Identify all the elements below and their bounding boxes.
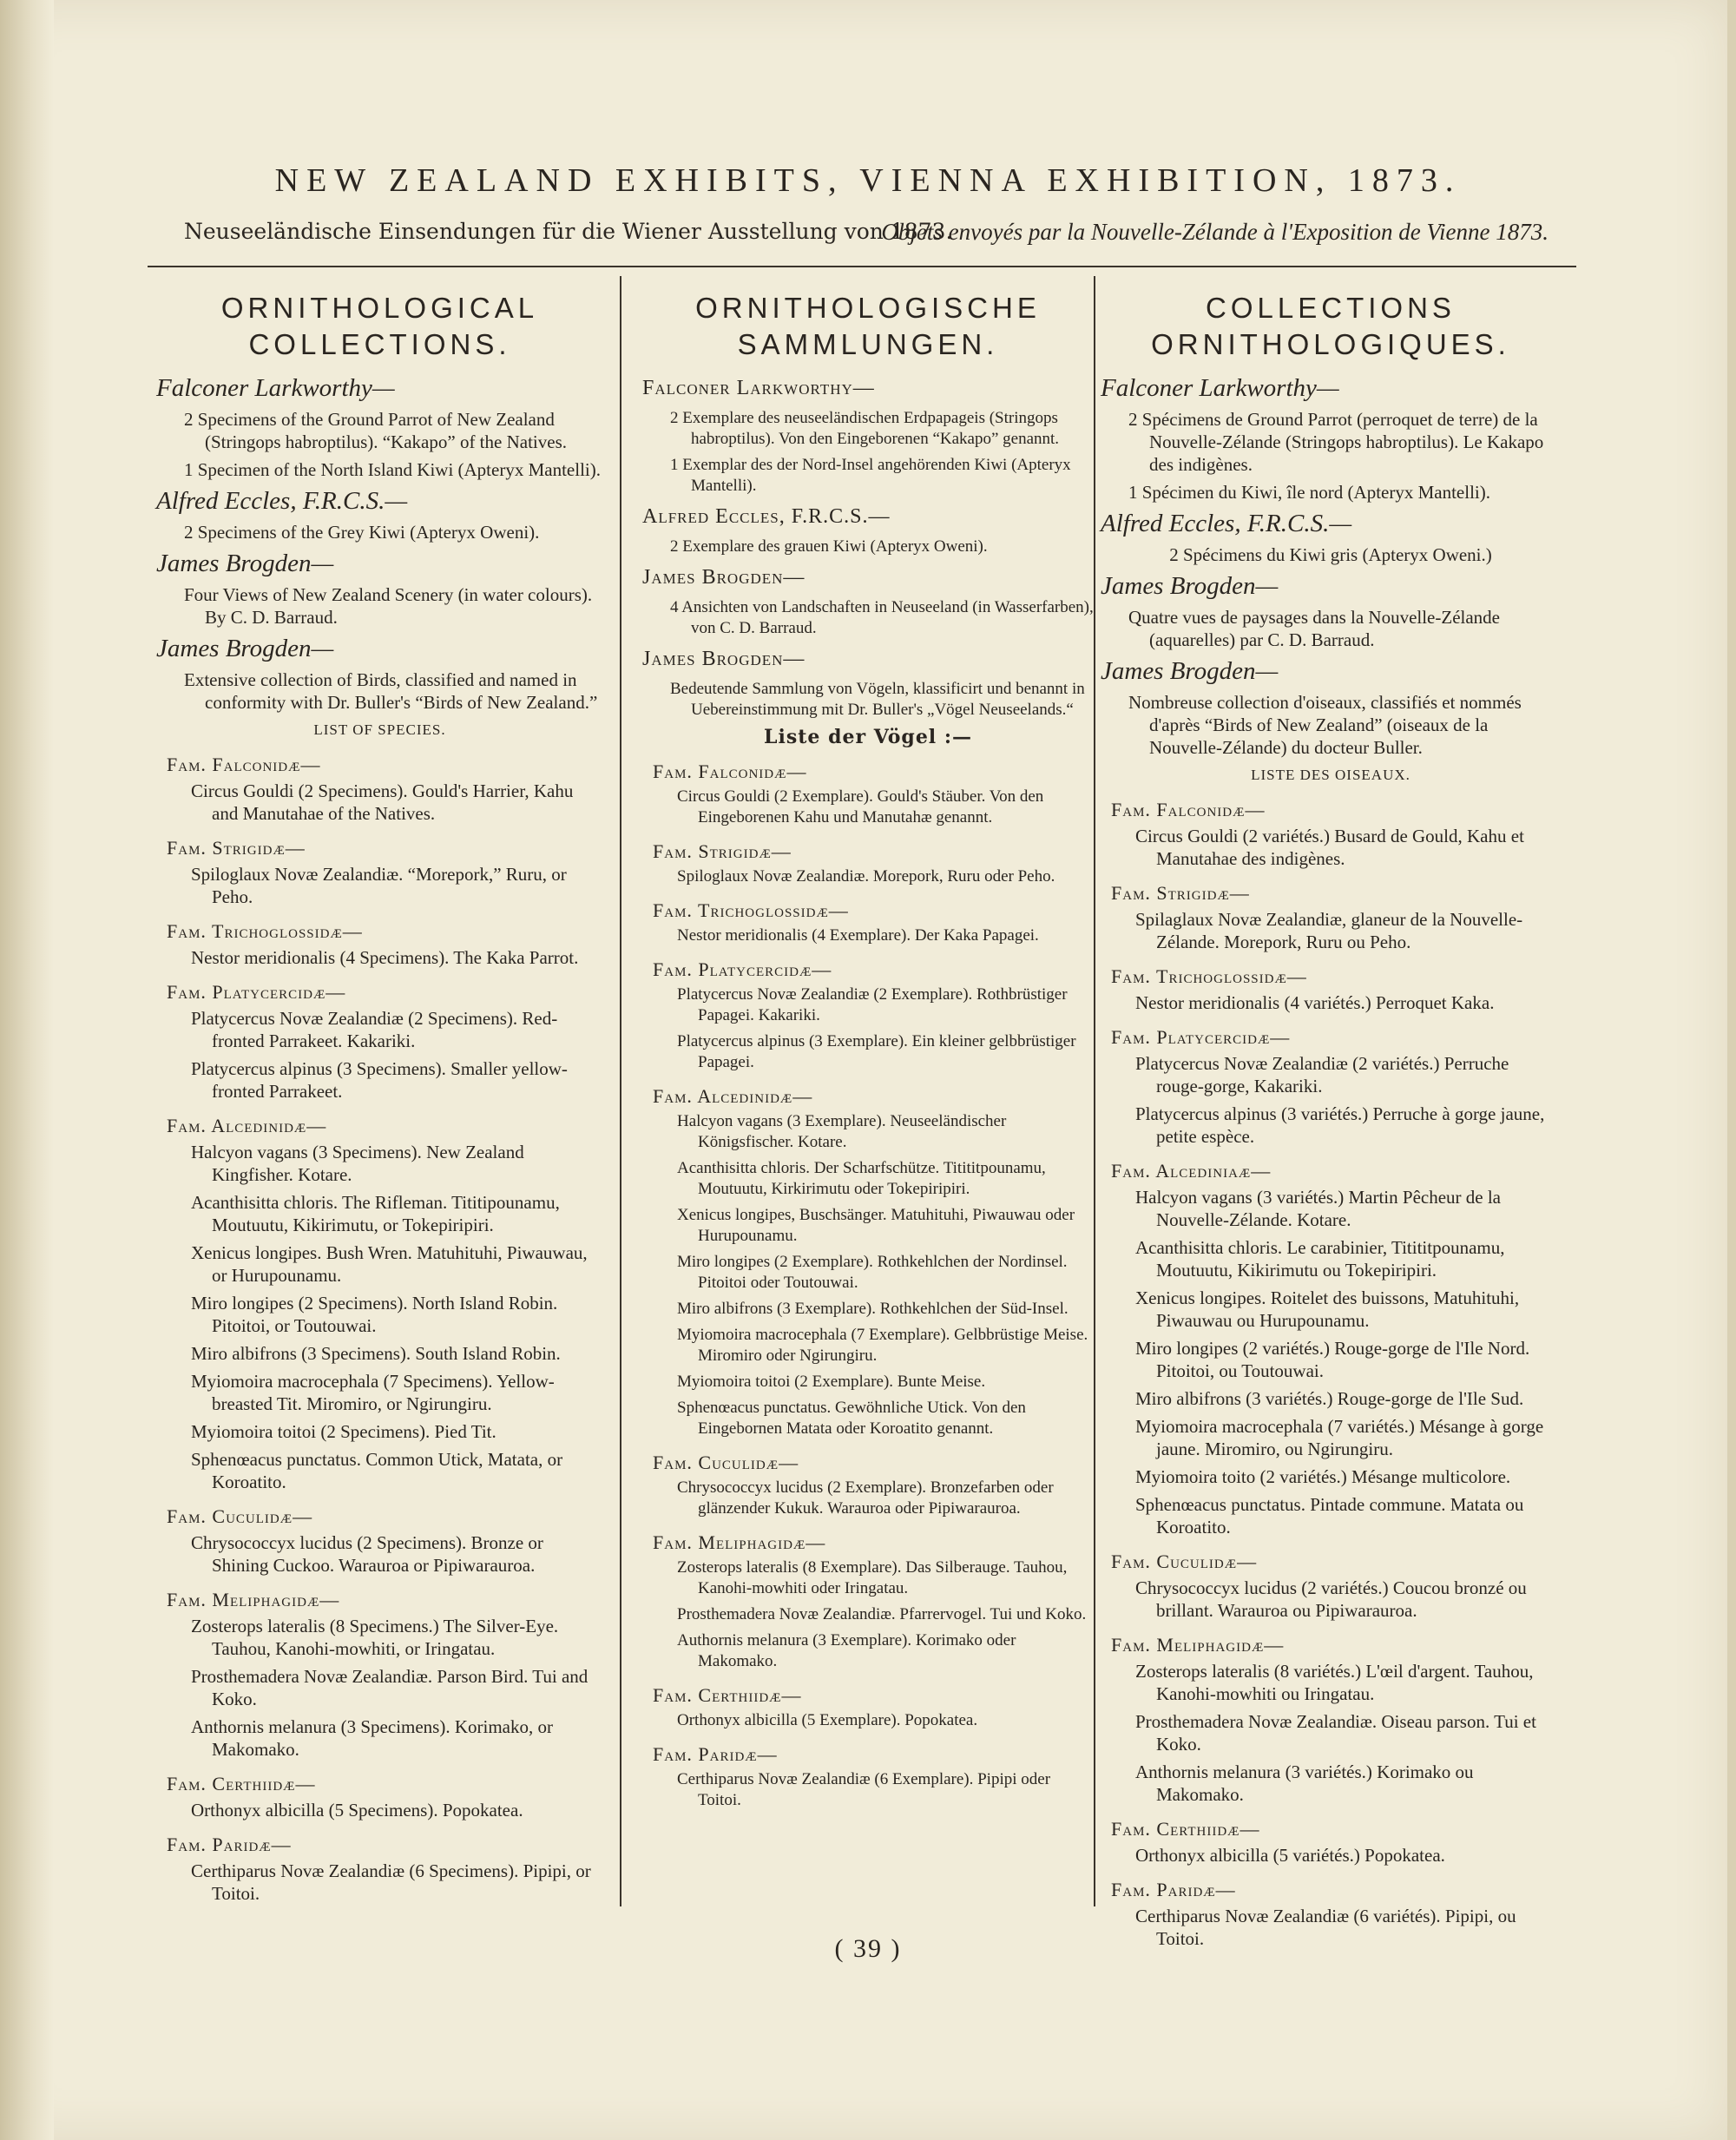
family-heading: Fam. Falconidæ—: [167, 754, 321, 775]
family-heading: Fam. Certhiidæ—: [653, 1684, 802, 1706]
species-entry: Platycercus Novæ Zealandiæ (2 variétés.) Perruche rouge-gorge, Kakariki.: [1135, 1053, 1509, 1096]
species-entry: Certhiparus Novæ Zealandiæ (6 variétés). Pipipi, ou Toitoi.: [1135, 1906, 1516, 1949]
family-heading: Fam. Trichoglossidæ—: [1111, 965, 1307, 987]
species-entry: Spilaglaux Novæ Zealandiæ, glaneur de la Nouvelle-Zélande. Morepork, Ruru ou Peho.: [1135, 909, 1523, 952]
species-entry: Authornis melanura (3 Exemplare). Korimako oder Makomako.: [677, 1631, 1016, 1670]
donor-name: Falconer Larkworthy—: [1101, 374, 1339, 402]
donor-name: James Brogden—: [642, 648, 806, 670]
donor-name: James Brogden—: [1101, 572, 1279, 600]
collection-entry: Extensive collection of Birds, classified and named in conformity with Dr. Buller's “Birds of New Zealand.”: [184, 669, 598, 713]
species-entry: Certhiparus Novæ Zealandiæ (6 Exemplare). Pipipi oder Toitoi.: [677, 1770, 1051, 1809]
collection-entry: 2 Exemplare des grauen Kiwi (Apteryx Oweni).: [670, 537, 988, 556]
species-entry: Acanthisitta chloris. The Rifleman. Tititipounamu, Moutuutu, Kikirimutu, or Tokepiripiri.: [191, 1192, 560, 1235]
species-entry: Sphenœacus punctatus. Common Utick, Matata, or Koroatito.: [191, 1449, 563, 1492]
family-heading: Fam. Falconidæ—: [1111, 799, 1266, 820]
collection-entry: Four Views of New Zealand Scenery (in water colours). By C. D. Barraud.: [184, 584, 593, 628]
column-title-line-2: COLLECTIONS.: [248, 328, 511, 360]
french-column: [1101, 290, 1561, 1955]
collection-entry: 2 Specimens of the Ground Parrot of New Zealand (Stringops habroptilus). “Kakapo” of the Natives.: [184, 409, 567, 452]
column-title-line-2: SAMMLUNGEN.: [737, 328, 999, 360]
species-entry: Xenicus longipes, Buschsänger. Matuhituhi, Piwauwau oder Hurupounamu.: [677, 1206, 1075, 1245]
species-entry: Nestor meridionalis (4 variétés.) Perroquet Kaka.: [1135, 992, 1495, 1013]
donor-name: Falconer Larkworthy—: [156, 374, 395, 402]
species-entry: Platycercus alpinus (3 Specimens). Smaller yellow-fronted Parrakeet.: [191, 1058, 568, 1102]
species-entry: Orthonyx albicilla (5 Exemplare). Popokatea.: [677, 1711, 978, 1729]
species-entry: Myiomoira toito (2 variétés.) Mésange multicolore.: [1135, 1466, 1511, 1487]
species-entry: Spiloglaux Novæ Zealandiæ. “Morepork,” Ruru, or Peho.: [191, 864, 567, 907]
species-entry: Chrysococcyx lucidus (2 variétés.) Coucou bronzé ou brillant. Warauroa ou Pipiwarauroa.: [1135, 1577, 1527, 1621]
family-heading: Fam. Meliphagidæ—: [1111, 1634, 1285, 1656]
species-entry: Spiloglaux Novæ Zealandiæ. Morepork, Ruru oder Peho.: [677, 867, 1055, 886]
column-body: [156, 373, 603, 1905]
species-entry: Xenicus longipes. Roitelet des buissons, Matuhituhi, Piwauwau ou Hurupounamu.: [1135, 1287, 1520, 1331]
species-entry: Platycercus Novæ Zealandiæ (2 Exemplare). Rothbrüstiger Papagei. Kakariki.: [677, 985, 1068, 1024]
species-entry: Halcyon vagans (3 Specimens). New Zealand Kingfisher. Kotare.: [191, 1142, 524, 1185]
species-entry: Xenicus longipes. Bush Wren. Matuhituhi, Piwauwau, or Hurupounamu.: [191, 1242, 588, 1286]
german-subtitle: Neuseeländische Einsendungen für die Wiener Ausstellung von 1873.: [184, 219, 953, 244]
column-title: [156, 290, 603, 363]
column-title-line-1: COLLECTIONS: [1206, 292, 1456, 324]
species-entry: Myiomoira toitoi (2 Exemplare). Bunte Meise.: [677, 1373, 986, 1391]
collection-entry: 1 Spécimen du Kiwi, île nord (Apteryx Mantelli).: [1128, 482, 1490, 503]
species-entry: Platycercus alpinus (3 Exemplare). Ein kleiner gelbbrüstiger Papagei.: [677, 1032, 1076, 1071]
family-heading: Fam. Paridæ—: [653, 1743, 778, 1765]
species-entry: Prosthemadera Novæ Zealandiæ. Oiseau parson. Tui et Koko.: [1135, 1711, 1536, 1755]
family-heading: Fam. Paridæ—: [1111, 1879, 1236, 1900]
species-entry: Miro longipes (2 Specimens). North Island Robin. Pitoitoi, or Toutouwai.: [191, 1293, 558, 1336]
family-heading: Fam. Trichoglossidæ—: [167, 920, 363, 942]
donor-name: James Brogden—: [156, 550, 334, 577]
species-entry: Sphenœacus punctatus. Gewöhnliche Utick. Von den Eingebornen Matata oder Koroatito genannt.: [677, 1399, 1026, 1438]
collection-entry: 1 Specimen of the North Island Kiwi (Apteryx Mantelli).: [184, 459, 601, 480]
header-rule: [148, 266, 1576, 267]
family-heading: Fam. Meliphagidæ—: [167, 1589, 340, 1610]
family-heading: Fam. Trichoglossidæ—: [653, 899, 849, 921]
species-entry: Platycercus Novæ Zealandiæ (2 Specimens). Red-fronted Parrakeet. Kakariki.: [191, 1008, 558, 1051]
donor-name: Falconer Larkworthy—: [642, 377, 875, 399]
family-heading: Fam. Cuculidæ—: [1111, 1551, 1258, 1572]
english-column: [156, 290, 603, 1910]
species-entry: Miro longipes (2 Exemplare). Rothkehlchen der Nordinsel. Pitoitoi oder Toutouwai.: [677, 1253, 1068, 1292]
species-entry: Nestor meridionalis (4 Specimens). The Kaka Parrot.: [191, 947, 579, 968]
family-heading: Fam. Platycercidæ—: [1111, 1026, 1291, 1048]
column-title-line-2: ORNITHOLOGIQUES.: [1151, 328, 1510, 360]
species-entry: Myiomoira macrocephala (7 Specimens). Yellow-breasted Tit. Miromiro, or Ngirungiru.: [191, 1371, 555, 1414]
french-subtitle: Objets envoyés par la Nouvelle-Zélande à l'Exposition de Vienne 1873.: [881, 219, 1549, 245]
species-entry: Sphenœacus punctatus. Pintade commune. Matata ou Koroatito.: [1135, 1494, 1524, 1538]
species-entry: Acanthisitta chloris. Le carabinier, Titititpounamu, Moutuutu, Kikirimutu ou Tokepiripiri.: [1135, 1237, 1505, 1281]
collection-entry: 2 Spécimens de Ground Parrot (perroquet de terre) de la Nouvelle-Zélande (Stringops habroptilus). Le Kakapo des indigènes.: [1128, 409, 1544, 475]
family-heading: Fam. Certhiidæ—: [1111, 1818, 1260, 1840]
species-list-heading: LIST OF SPECIES.: [313, 721, 446, 738]
page-title: NEW ZEALAND EXHIBITS, VIENNA EXHIBITION, 1873.: [274, 162, 1462, 199]
species-entry: Acanthisitta chloris. Der Scharfschütze. Titititpounamu, Moutuutu, Kirkirimutu oder Tokepiripiri.: [677, 1159, 1046, 1198]
collection-entry: Quatre vues de paysages dans la Nouvelle-Zélande (aquarelles) par C. D. Barraud.: [1128, 607, 1500, 650]
page-number: ( 39 ): [834, 1934, 902, 1963]
donor-name: James Brogden—: [156, 635, 334, 662]
donor-name: James Brogden—: [1101, 657, 1279, 685]
species-entry: Certhiparus Novæ Zealandiæ (6 Specimens). Pipipi, or Toitoi.: [191, 1860, 591, 1904]
collection-entry: Bedeutende Sammlung von Vögeln, klassificirt und benannt in Uebereinstimmung mit Dr. Buller's „Vögel Neuseelands.“: [670, 680, 1085, 719]
book-gutter: [0, 0, 54, 2140]
species-entry: Anthornis melanura (3 Specimens). Korimako, or Makomako.: [191, 1716, 553, 1760]
donor-name: Alfred Eccles, F.R.C.S.—: [1101, 510, 1352, 537]
family-heading: Fam. Alcedinidæ—: [167, 1115, 327, 1136]
family-heading: Fam. Alcediniaæ—: [1111, 1160, 1272, 1182]
species-entry: Chrysococcyx lucidus (2 Specimens). Bronze or Shining Cuckoo. Warauroa or Pipiwarauroa.: [191, 1532, 543, 1576]
species-entry: Zosterops lateralis (8 Exemplare). Das Silberauge. Tauhou, Kanohi-mowhiti oder Iringatau.: [677, 1558, 1068, 1597]
german-column: [642, 290, 1094, 1816]
family-heading: Fam. Certhiidæ—: [167, 1773, 316, 1794]
species-list-heading: LISTE DES OISEAUX.: [1251, 767, 1410, 783]
collection-entry: 1 Exemplar des der Nord-Insel angehörenden Kiwi (Apteryx Mantelli).: [670, 456, 1071, 495]
family-heading: Fam. Strigidæ—: [167, 837, 306, 859]
species-entry: Orthonyx albicilla (5 variétés.) Popokatea.: [1135, 1845, 1445, 1866]
species-entry: Halcyon vagans (3 variétés.) Martin Pêcheur de la Nouvelle-Zélande. Kotare.: [1135, 1187, 1502, 1230]
column-title-line-1: ORNITHOLOGISCHE: [695, 292, 1041, 324]
column-divider-1: [620, 276, 621, 1906]
family-heading: Fam. Strigidæ—: [653, 840, 792, 862]
species-entry: Orthonyx albicilla (5 Specimens). Popokatea.: [191, 1800, 523, 1821]
species-entry: Myiomoira macrocephala (7 Exemplare). Gelbbrüstige Meise. Miromiro oder Ngirungiru.: [677, 1326, 1088, 1365]
collection-entry: 2 Specimens of the Grey Kiwi (Apteryx Oweni).: [184, 522, 540, 543]
species-entry: Zosterops lateralis (8 variétés.) L'œil d'argent. Tauhou, Kanohi-mowhiti ou Iringatau.: [1135, 1661, 1534, 1704]
species-entry: Prosthemadera Novæ Zealandiæ. Parson Bird. Tui and Koko.: [191, 1666, 589, 1709]
collection-entry: 2 Exemplare des neuseeländischen Erdpapageis (Stringops habroptilus). Von den Eingeborenen “Kakapo” genannt.: [670, 409, 1060, 448]
species-entry: Myiomoira macrocephala (7 variétés.) Mésange à gorge jaune. Miromiro, ou Ngirungiru.: [1135, 1416, 1544, 1459]
species-entry: Chrysococcyx lucidus (2 Exemplare). Bronzefarben oder glänzender Kukuk. Warauroa oder Pipiwarauroa.: [677, 1478, 1054, 1518]
column-title: [642, 290, 1094, 363]
column-title-line-1: ORNITHOLOGICAL: [220, 292, 539, 324]
family-heading: Fam. Paridæ—: [167, 1834, 292, 1855]
family-heading: Fam. Platycercidæ—: [653, 958, 832, 980]
family-heading: Fam. Strigidæ—: [1111, 882, 1250, 904]
column-divider-2: [1094, 276, 1095, 1906]
species-entry: Miro albifrons (3 variétés.) Rouge-gorge de l'Ile Sud.: [1135, 1388, 1524, 1409]
species-list-heading: Liste der Vögel :—: [764, 726, 972, 748]
family-heading: Fam. Cuculidæ—: [653, 1452, 799, 1473]
family-heading: Fam. Alcedinidæ—: [653, 1085, 813, 1107]
species-entry: Miro albifrons (3 Specimens). South Island Robin.: [191, 1343, 561, 1364]
family-heading: Fam. Platycercidæ—: [167, 981, 346, 1003]
species-entry: Halcyon vagans (3 Exemplare). Neuseeländischer Königsfischer. Kotare.: [677, 1112, 1007, 1151]
species-entry: Miro albifrons (3 Exemplare). Rothkehlchen der Süd-Insel.: [677, 1300, 1069, 1318]
family-heading: Fam. Meliphagidæ—: [653, 1531, 826, 1553]
species-entry: Myiomoira toitoi (2 Specimens). Pied Tit.: [191, 1421, 496, 1442]
donor-name: James Brogden—: [642, 566, 806, 589]
species-entry: Prosthemadera Novæ Zealandiæ. Pfarrervogel. Tui und Koko.: [677, 1605, 1087, 1623]
column-body: [1101, 373, 1561, 1950]
collection-entry: 2 Spécimens du Kiwi gris (Apteryx Oweni.): [1169, 544, 1492, 565]
species-entry: Nestor meridionalis (4 Exemplare). Der Kaka Papagei.: [677, 926, 1039, 945]
species-entry: Circus Gouldi (2 Specimens). Gould's Harrier, Kahu and Manutahae of the Natives.: [191, 780, 574, 824]
donor-name: Alfred Eccles, F.R.C.S.—: [642, 505, 891, 528]
species-entry: Anthornis melanura (3 variétés.) Korimako ou Makomako.: [1135, 1761, 1474, 1805]
family-heading: Fam. Falconidæ—: [653, 761, 807, 782]
column-title: [1101, 290, 1561, 363]
species-entry: Miro longipes (2 variétés.) Rouge-gorge de l'Ile Nord. Pitoitoi, ou Toutouwai.: [1135, 1338, 1530, 1381]
column-body: [642, 373, 1094, 1811]
collection-entry: Nombreuse collection d'oiseaux, classifiés et nommés d'après “Birds of New Zealand” (oiseaux de la Nouvelle-Zélande) du docteur Buller.: [1128, 692, 1522, 758]
family-heading: Fam. Cuculidæ—: [167, 1505, 313, 1527]
species-entry: Platycercus alpinus (3 variétés.) Perruche à gorge jaune, petite espèce.: [1135, 1103, 1545, 1147]
species-entry: Zosterops lateralis (8 Specimens.) The Silver-Eye. Tauhou, Kanohi-mowhiti, or Iringatau.: [191, 1616, 559, 1659]
species-entry: Circus Gouldi (2 variétés.) Busard de Gould, Kahu et Manutahae des indigènes.: [1135, 826, 1524, 869]
donor-name: Alfred Eccles, F.R.C.S.—: [156, 487, 408, 515]
species-entry: Circus Gouldi (2 Exemplare). Gould's Stäuber. Von den Eingeborenen Kahu und Manutahæ genannt.: [677, 787, 1044, 826]
collection-entry: 4 Ansichten von Landschaften in Neuseeland (in Wasserfarben), von C. D. Barraud.: [670, 598, 1094, 637]
